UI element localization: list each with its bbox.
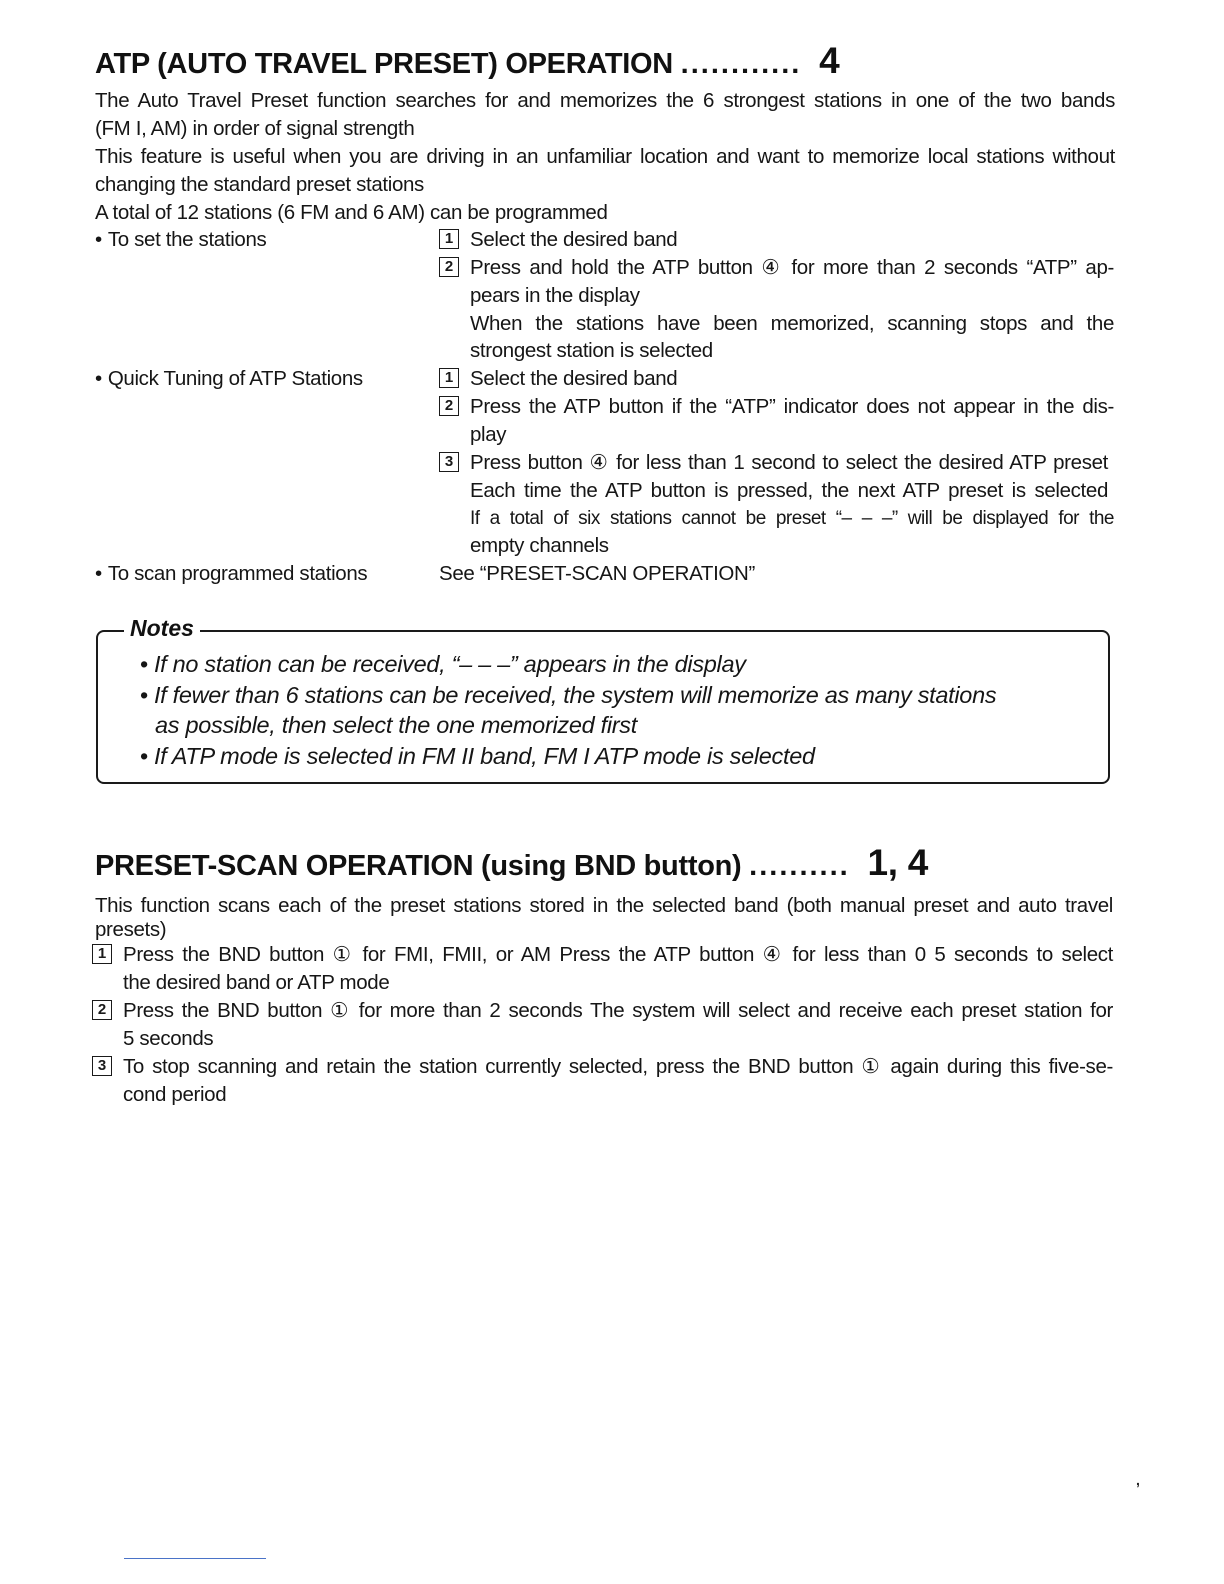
set-stations-step2-line: Press and hold the ATP button ④ for more than 2 seconds “ATP” ap- [470,256,1114,279]
atp-intro-line: changing the standard preset stations [95,173,424,196]
note-item: • If no station can be received, “– – –” appears in the display [140,649,746,679]
step-number-box: 3 [92,1056,112,1076]
set-stations-label: • To set the stations [95,226,266,254]
preset-scan-step1-line: Press the BND button ① for FMI, FMII, or AM Press the ATP button ④ for less than 0 5 seconds to select [123,943,1113,966]
step-number-box: 2 [92,1000,112,1020]
quick-tuning-step3-line: Each time the ATP button is pressed, the next ATP preset is selected [470,479,1108,502]
scan-programmed-label: • To scan programmed stations [95,560,367,588]
step-number-box: 1 [92,944,112,964]
atp-section-title: ATP (AUTO TRAVEL PRESET) OPERATION [95,48,673,80]
step-number-box: 1 [439,368,459,388]
preset-scan-section-title: PRESET-SCAN OPERATION (using BND button) [95,850,742,882]
preset-scan-heading-page-ref: 1, 4 [867,842,929,883]
atp-intro-line: (FM I, AM) in order of signal strength [95,117,415,140]
bottom-rule [124,1558,266,1559]
preset-scan-step2-line: Press the BND button ① for more than 2 seconds The system will select and receive each preset station for [123,999,1113,1022]
quick-tuning-label: • Quick Tuning of ATP Stations [95,365,363,393]
preset-scan-intro-line: presets) [95,918,167,941]
quick-tuning-step3-line: empty channels [470,534,609,557]
atp-heading-leader: ............ [680,48,802,80]
set-stations-step2-line: When the stations have been memorized, scanning stops and the [470,312,1114,335]
set-stations-step1: Select the desired band [470,228,678,251]
preset-scan-step2-line: 5 seconds [123,1027,214,1050]
set-stations-step2-line: pears in the display [470,284,640,307]
note-item: • If ATP mode is selected in FM II band, FM I ATP mode is selected [140,741,815,771]
quick-tuning-step3-line: If a total of six stations cannot be preset “– – –” will be displayed for the [470,508,1114,529]
note-item-continuation: as possible, then select the one memorized first [155,712,637,738]
scan-speck: , [1136,1472,1140,1488]
preset-scan-step1-line: the desired band or ATP mode [123,971,390,994]
preset-scan-step3-line: To stop scanning and retain the station currently selected, press the BND button ① again during this five-se- [123,1055,1113,1078]
atp-heading-page-ref: 4 [819,40,840,81]
atp-section-heading [95,40,839,82]
step-number-box: 2 [439,396,459,416]
step-number-box: 3 [439,452,459,472]
atp-intro-line: A total of 12 stations (6 FM and 6 AM) can be programmed [95,201,608,224]
preset-scan-step3-line: cond period [123,1083,227,1106]
preset-scan-intro-line: This function scans each of the preset stations stored in the selected band (both manual preset and auto travel [95,894,1113,917]
atp-intro-line: The Auto Travel Preset function searches for and memorizes the 6 strongest stations in one of the two bands [95,89,1115,112]
set-stations-step2-line: strongest station is selected [470,339,713,362]
quick-tuning-step2-line: play [470,423,507,446]
step-number-box: 1 [439,229,459,249]
quick-tuning-step2-line: Press the ATP button if the “ATP” indicator does not appear in the dis- [470,395,1114,418]
preset-scan-section-heading [95,842,928,884]
scan-programmed-text: See “PRESET-SCAN OPERATION” [439,562,755,585]
atp-intro-line: This feature is useful when you are driving in an unfamiliar location and want to memorize local stations without [95,145,1115,168]
preset-scan-heading-leader: .......... [749,850,850,882]
notes-title: Notes [124,615,200,642]
quick-tuning-step1: Select the desired band [470,367,678,390]
note-item: • If fewer than 6 stations can be received, the system will memorize as many stations [140,680,996,710]
quick-tuning-step3-line: Press button ④ for less than 1 second to select the desired ATP preset [470,451,1108,474]
step-number-box: 2 [439,257,459,277]
